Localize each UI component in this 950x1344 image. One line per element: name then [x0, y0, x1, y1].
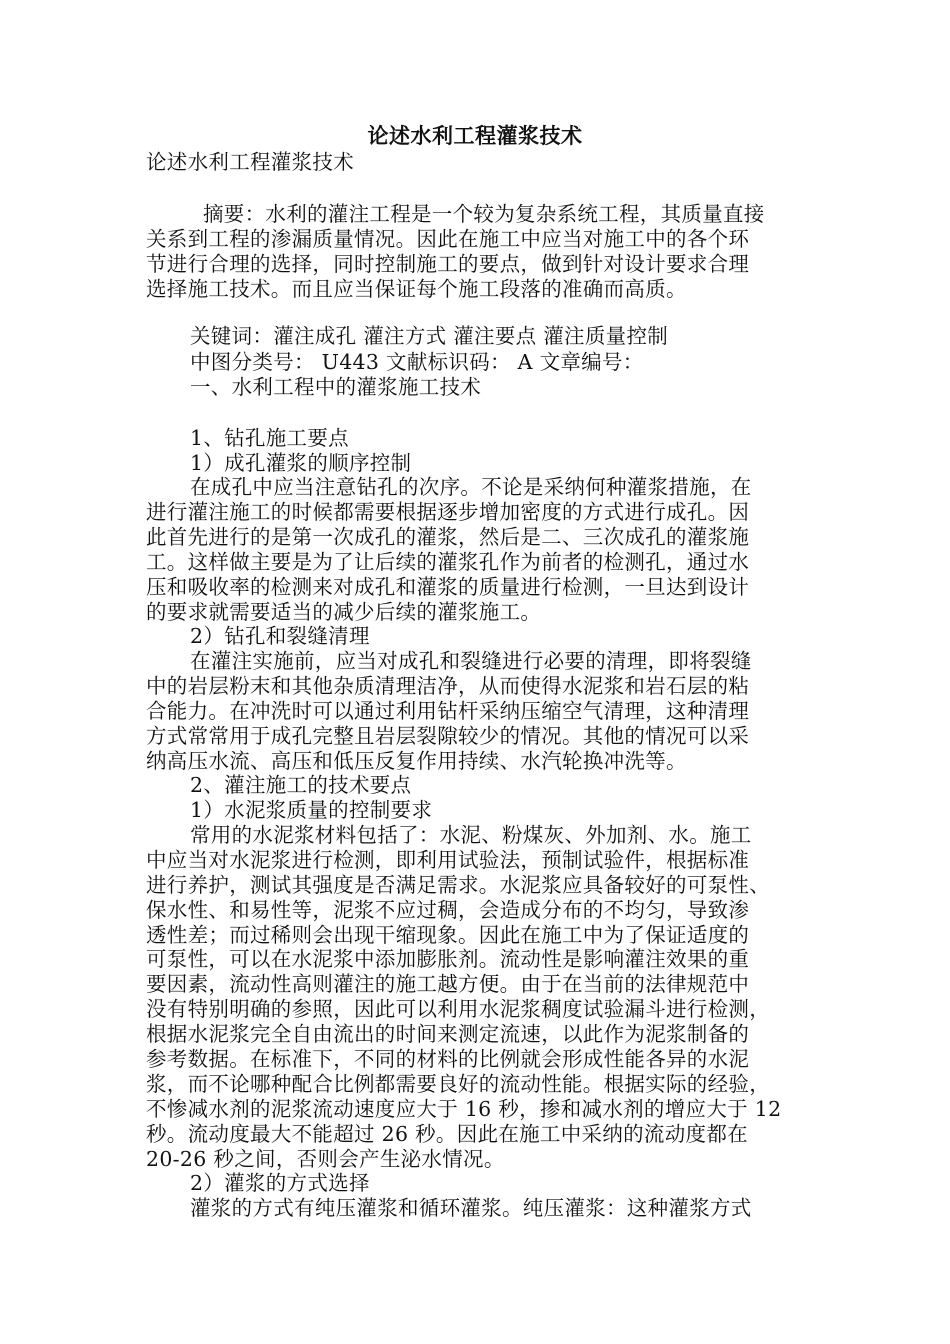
paragraph-line: 中应当对水泥浆进行检测，即利用试验法，预制试验件，根据标准: [146, 848, 750, 872]
paragraph-line: 的要求就需要适当的减少后续的灌浆施工。: [146, 600, 542, 624]
subsection-heading: 2、灌注施工的技术要点: [190, 773, 412, 797]
paragraph-line: 在灌注实施前，应当对成孔和裂缝进行必要的清理，即将裂缝: [190, 649, 752, 673]
paragraph-line: 灌浆的方式有纯压灌浆和循环灌浆。纯压灌浆：这种灌浆方式: [190, 1196, 752, 1220]
paragraph-line: 中的岩层粉末和其他杂质清理洁净，从而使得水泥浆和岩石层的粘: [146, 674, 750, 698]
abstract-line: 关系到工程的渗漏质量情况。因此在施工中应当对施工中的各个环: [146, 227, 750, 251]
paragraph-line: 参考数据。在标准下，不同的材料的比例就会形成性能各异的水泥: [146, 1047, 750, 1071]
section-heading: 一、水利工程中的灌浆施工技术: [190, 375, 482, 399]
paragraph-line: 透性差；而过稀则会出现干缩现象。因此在施工中为了保证适度的: [146, 923, 750, 947]
paragraph-line: 方式常常用于成孔完整且岩层裂隙较少的情况。其他的情况可以采: [146, 724, 750, 748]
paragraph-line: 保水性、和易性等，泥浆不应过稠，会造成分布的不均匀，导致渗: [146, 898, 750, 922]
paragraph-line: 要因素，流动性高则灌注的施工越方便。由于在当前的法律规范中: [146, 972, 750, 996]
document-subtitle: 论述水利工程灌浆技术: [146, 150, 354, 174]
paragraph-line: 压和吸收率的检测来对成孔和灌浆的质量进行检测，一旦达到设计: [146, 575, 750, 599]
paragraph-line: 进行灌注施工的时候都需要根据逐步增加密度的方式进行成孔。因: [146, 500, 750, 524]
paragraph-line: 秒。流动度最大不能超过 26 秒。因此在施工中采纳的流动度都在: [146, 1122, 748, 1146]
paragraph-line: 没有特别明确的参照，因此可以利用水泥浆稠度试验漏斗进行检测，: [146, 997, 770, 1021]
subsection-heading: 2）灌浆的方式选择: [190, 1171, 370, 1195]
paragraph-line: 不惨减水剂的泥浆流动速度应大于 16 秒，掺和减水剂的增应大于 12: [146, 1097, 782, 1121]
paragraph-line: 20-26 秒之间，否则会产生泌水情况。: [146, 1147, 505, 1171]
paragraph-line: 浆，而不论哪种配合比例都需要良好的流动性能。根据实际的经验，: [146, 1072, 770, 1096]
paragraph-line: 工。这样做主要是为了让后续的灌浆孔作为前者的检测孔，通过水: [146, 550, 750, 574]
subsection-heading: 1）成孔灌浆的顺序控制: [190, 451, 412, 475]
paragraph-line: 常用的水泥浆材料包括了：水泥、粉煤灰、外加剂、水。施工: [190, 823, 752, 847]
classification-line: 中图分类号： U443 文献标识码： A 文章编号：: [190, 350, 644, 374]
subsection-heading: 1）水泥浆质量的控制要求: [190, 798, 433, 822]
paragraph-line: 此首先进行的是第一次成孔的灌浆，然后是二、三次成孔的灌浆施: [146, 525, 750, 549]
abstract-line: 节进行合理的选择，同时控制施工的要点，做到针对设计要求合理: [146, 252, 750, 276]
paragraph-line: 根据水泥浆完全自由流出的时间来测定流速，以此作为泥浆制备的: [146, 1022, 750, 1046]
paragraph-line: 纳高压水流、高压和低压反复作用持续、水汽轮换冲洗等。: [146, 749, 687, 773]
paragraph-line: 进行养护，测试其强度是否满足需求。水泥浆应具备较好的可泵性、: [146, 873, 770, 897]
document-title: 论述水利工程灌浆技术: [367, 123, 583, 148]
paragraph-line: 在成孔中应当注意钻孔的次序。不论是采纳何种灌浆措施，在: [190, 475, 752, 499]
subsection-heading: 1、钻孔施工要点: [190, 426, 349, 450]
keywords-line: 关键词：灌注成孔 灌注方式 灌注要点 灌注质量控制: [190, 324, 669, 348]
abstract-line: 摘要：水利的灌注工程是一个较为复杂系统工程，其质量直接: [203, 202, 765, 226]
subsection-heading: 2）钻孔和裂缝清理: [190, 624, 370, 648]
paragraph-line: 可泵性，可以在水泥浆中添加膨胀剂。流动性是影响灌注效果的重: [146, 947, 750, 971]
paragraph-line: 合能力。在冲洗时可以通过利用钻杆采纳压缩空气清理，这种清理: [146, 699, 750, 723]
abstract-line: 选择施工技术。而且应当保证每个施工段落的准确而高质。: [146, 277, 687, 301]
